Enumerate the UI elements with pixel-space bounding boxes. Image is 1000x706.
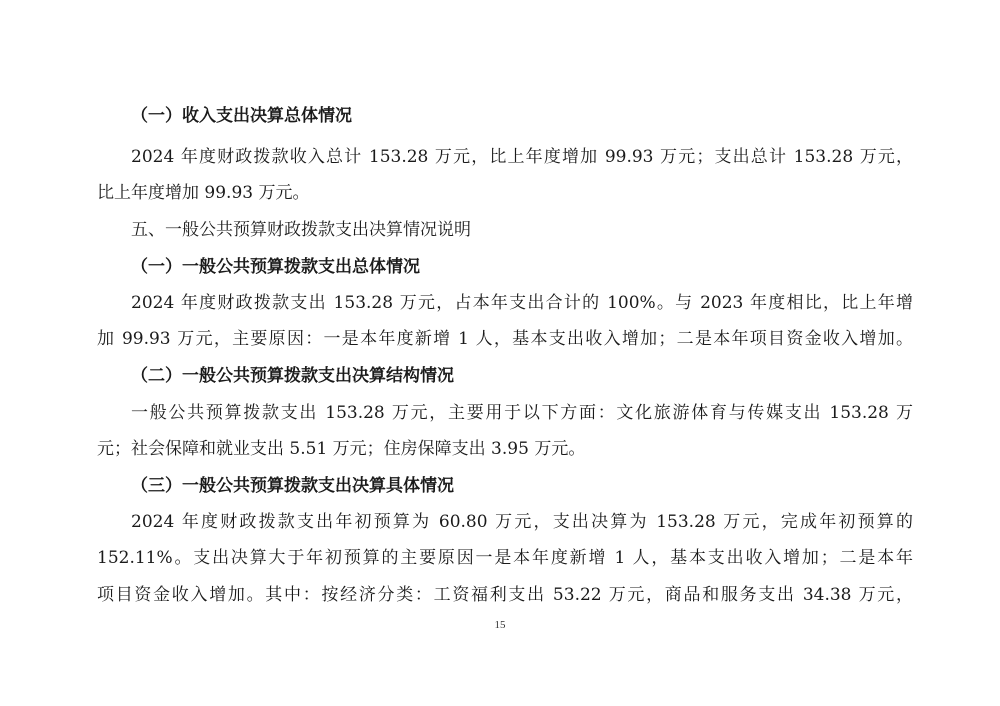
paragraph-line: 2024 年度财政拨款支出年初预算为 60.80 万元，支出决算为 153.28 万元，完成年初预算的	[131, 512, 913, 532]
section-heading-five: 五、一般公共预算财政拨款支出决算情况说明	[131, 220, 471, 240]
subheading-expenditure-overview: （一）一般公共预算拨款支出总体情况	[131, 257, 420, 277]
subheading-expenditure-structure: （二）一般公共预算拨款支出决算结构情况	[131, 366, 454, 386]
paragraph-line: 152.11%。支出决算大于年初预算的主要原因一是本年度新增 1 人，基本支出收入增加；二是本年	[97, 548, 913, 568]
subheading-expenditure-details: （三）一般公共预算拨款支出决算具体情况	[131, 476, 454, 496]
paragraph-line: 比上年度增加 99.93 万元。	[97, 183, 310, 203]
paragraph-line: 项目资金收入增加。其中：按经济分类：工资福利支出 53.22 万元，商品和服务支出 34.38 万元，	[97, 585, 913, 605]
paragraph-line: 2024 年度财政拨款收入总计 153.28 万元，比上年度增加 99.93 万元；支出总计 153.28 万元，	[131, 147, 913, 167]
page-number: 15	[494, 619, 506, 631]
paragraph-line: 元；社会保障和就业支出 5.51 万元；住房保障支出 3.95 万元。	[97, 439, 586, 459]
paragraph-line: 加 99.93 万元，主要原因：一是本年度新增 1 人，基本支出收入增加；二是本年项目资金收入增加。	[97, 329, 913, 349]
subheading-income-expenditure-overview: （一）收入支出决算总体情况	[131, 106, 352, 126]
paragraph-line: 一般公共预算拨款支出 153.28 万元，主要用于以下方面：文化旅游体育与传媒支出 153.28 万	[131, 403, 913, 423]
paragraph-line: 2024 年度财政拨款支出 153.28 万元，占本年支出合计的 100%。与 2023 年度相比，比上年增	[131, 293, 913, 313]
